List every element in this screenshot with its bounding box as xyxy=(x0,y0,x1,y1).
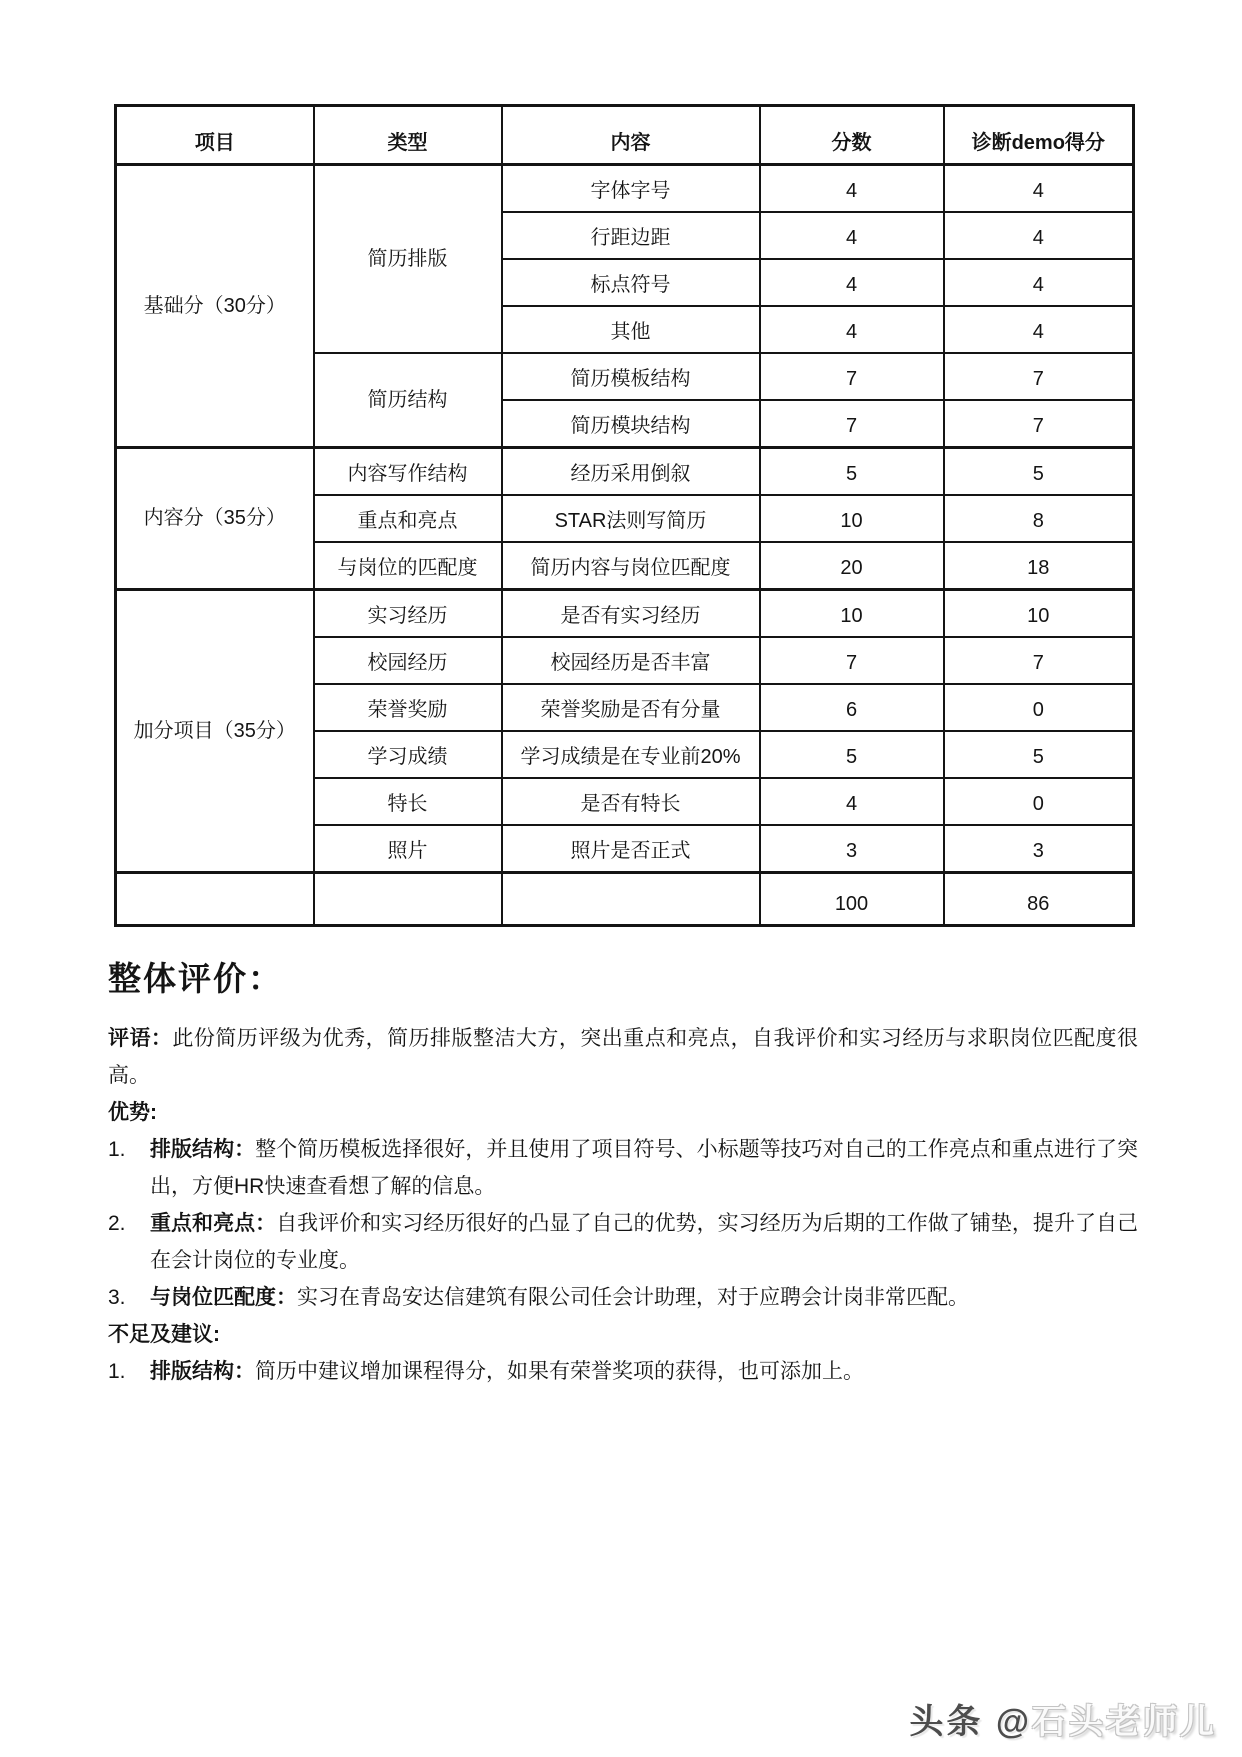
weaknesses-label: 不足及建议: xyxy=(108,1323,220,1346)
strength-item xyxy=(108,1279,1138,1316)
score-cell: 4 xyxy=(760,306,944,353)
type-cell: 内容写作结构 xyxy=(314,448,502,496)
score-cell: 7 xyxy=(760,637,944,684)
project-cell: 内容分（35分） xyxy=(116,448,314,590)
type-cell: 简历结构 xyxy=(314,353,502,448)
content-cell: 学习成绩是在专业前20% xyxy=(502,731,760,778)
type-cell: 特长 xyxy=(314,778,502,825)
header-project: 项目 xyxy=(116,106,314,165)
content-cell: 标点符号 xyxy=(502,259,760,306)
project-cell: 基础分（30分） xyxy=(116,165,314,448)
content-cell: 简历内容与岗位匹配度 xyxy=(502,542,760,590)
type-cell: 实习经历 xyxy=(314,590,502,638)
total-row xyxy=(116,873,1134,926)
score-cell: 4 xyxy=(760,212,944,259)
header-score: 分数 xyxy=(760,106,944,165)
type-cell: 学习成绩 xyxy=(314,731,502,778)
demo-score-cell: 7 xyxy=(944,400,1134,448)
score-cell: 10 xyxy=(760,495,944,542)
demo-score-cell: 4 xyxy=(944,306,1134,353)
score-cell: 7 xyxy=(760,353,944,400)
demo-score-cell: 4 xyxy=(944,212,1134,259)
demo-score-cell: 5 xyxy=(944,448,1134,496)
demo-score-cell: 4 xyxy=(944,259,1134,306)
demo-score-cell: 0 xyxy=(944,684,1134,731)
table-row xyxy=(116,448,1134,496)
score-table xyxy=(114,104,1135,927)
comment-label: 评语： xyxy=(108,1027,173,1050)
demo-score-cell: 5 xyxy=(944,731,1134,778)
type-cell: 重点和亮点 xyxy=(314,495,502,542)
content-cell: STAR法则写简历 xyxy=(502,495,760,542)
item-body xyxy=(150,1353,1138,1390)
watermark xyxy=(909,1694,1217,1743)
item-body xyxy=(150,1131,1138,1205)
comment-text: 此份简历评级为优秀，简历排版整洁大方，突出重点和亮点，自我评价和实习经历与求职岗位匹配度很高。 xyxy=(108,1027,1138,1087)
score-cell: 5 xyxy=(760,448,944,496)
score-cell: 4 xyxy=(760,778,944,825)
score-cell: 4 xyxy=(760,259,944,306)
content-cell: 经历采用倒叙 xyxy=(502,448,760,496)
content-cell: 是否有特长 xyxy=(502,778,760,825)
score-cell: 4 xyxy=(760,165,944,213)
demo-score-cell: 7 xyxy=(944,353,1134,400)
weakness-item xyxy=(108,1353,1138,1390)
content-cell: 字体字号 xyxy=(502,165,760,213)
content-cell: 其他 xyxy=(502,306,760,353)
strengths-label: 优势: xyxy=(108,1101,157,1124)
content-cell: 校园经历是否丰富 xyxy=(502,637,760,684)
content-cell: 行距边距 xyxy=(502,212,760,259)
content-cell: 荣誉奖励是否有分量 xyxy=(502,684,760,731)
overall-evaluation-heading: 整体评价： xyxy=(108,960,283,997)
watermark-name: 石头老师儿 xyxy=(1032,1703,1217,1741)
item-label: 重点和亮点： xyxy=(150,1212,277,1235)
content-cell: 简历模块结构 xyxy=(502,400,760,448)
item-body xyxy=(150,1205,1138,1279)
strength-item xyxy=(108,1205,1138,1279)
strength-item xyxy=(108,1131,1138,1205)
item-text: 自我评价和实习经历很好的凸显了自己的优势，实习经历为后期的工作做了铺垫，提升了自己在会计岗位的专业度。 xyxy=(150,1212,1139,1272)
item-number: 3. xyxy=(108,1286,126,1309)
demo-score-cell: 3 xyxy=(944,825,1134,873)
score-cell: 10 xyxy=(760,590,944,638)
item-label: 与岗位匹配度： xyxy=(150,1286,297,1309)
type-cell: 照片 xyxy=(314,825,502,873)
watermark-prefix: 头条 @ xyxy=(909,1703,1032,1741)
demo-score-cell: 18 xyxy=(944,542,1134,590)
content-cell: 照片是否正式 xyxy=(502,825,760,873)
demo-score-cell: 10 xyxy=(944,590,1134,638)
page-content xyxy=(108,104,1138,1390)
item-number: 2. xyxy=(108,1212,126,1235)
item-label: 排版结构： xyxy=(150,1360,255,1383)
type-cell: 校园经历 xyxy=(314,637,502,684)
empty-cell xyxy=(314,873,502,926)
demo-score-cell: 0 xyxy=(944,778,1134,825)
score-cell: 7 xyxy=(760,400,944,448)
score-cell: 20 xyxy=(760,542,944,590)
item-body xyxy=(150,1279,1138,1316)
score-cell: 6 xyxy=(760,684,944,731)
empty-cell xyxy=(116,873,314,926)
header-content: 内容 xyxy=(502,106,760,165)
project-cell: 加分项目（35分） xyxy=(116,590,314,873)
header-type: 类型 xyxy=(314,106,502,165)
comment-paragraph xyxy=(108,1020,1138,1094)
demo-score-cell: 4 xyxy=(944,165,1134,213)
item-text: 整个简历模板选择很好，并且使用了项目符号、小标题等技巧对自己的工作亮点和重点进行了突出，方便HR快速查看想了解的信息。 xyxy=(150,1138,1138,1198)
table-row xyxy=(116,165,1134,213)
demo-score-cell: 7 xyxy=(944,637,1134,684)
item-text: 实习在青岛安达信建筑有限公司任会计助理，对于应聘会计岗非常匹配。 xyxy=(297,1286,969,1309)
content-cell: 是否有实习经历 xyxy=(502,590,760,638)
content-cell: 简历模板结构 xyxy=(502,353,760,400)
score-cell: 3 xyxy=(760,825,944,873)
type-cell: 与岗位的匹配度 xyxy=(314,542,502,590)
item-text: 简历中建议增加课程得分，如果有荣誉奖项的获得，也可添加上。 xyxy=(255,1360,864,1383)
item-number: 1. xyxy=(108,1360,126,1383)
type-cell: 简历排版 xyxy=(314,165,502,354)
demo-score-cell: 8 xyxy=(944,495,1134,542)
empty-cell xyxy=(502,873,760,926)
total-score-cell: 100 xyxy=(760,873,944,926)
table-row xyxy=(116,590,1134,638)
header-demo-score: 诊断demo得分 xyxy=(944,106,1134,165)
item-label: 排版结构： xyxy=(150,1138,256,1161)
item-number: 1. xyxy=(108,1138,126,1161)
score-cell: 5 xyxy=(760,731,944,778)
type-cell: 荣誉奖励 xyxy=(314,684,502,731)
table-header-row xyxy=(116,106,1134,165)
total-demo-score-cell: 86 xyxy=(944,873,1134,926)
